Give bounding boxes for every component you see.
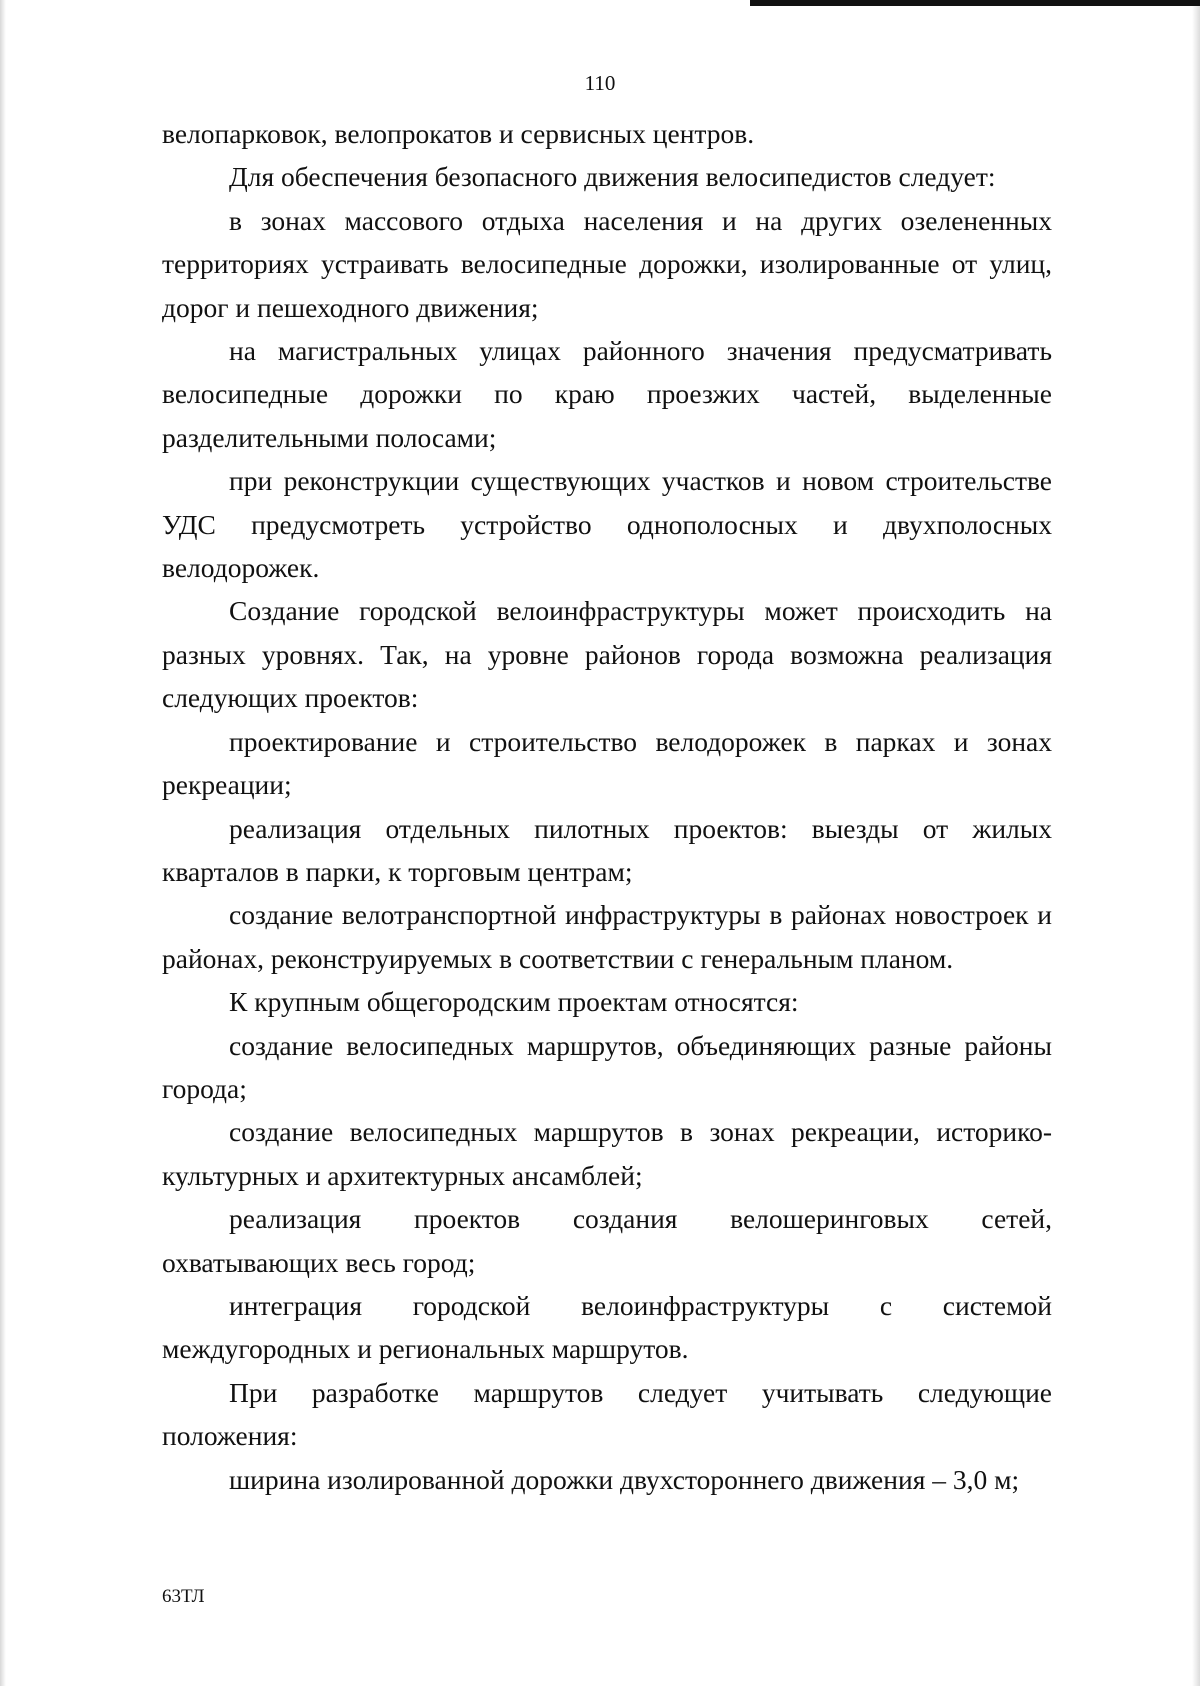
- paragraph: создание велосипедных маршрутов, объединяющих разные районы города;: [162, 1029, 1052, 1104]
- scan-top-rule: [750, 0, 1200, 6]
- body-text: [162, 112, 1052, 1501]
- footer-code: 63ТЛ: [162, 1586, 205, 1607]
- paragraph: на магистральных улицах районного значения предусматривать велосипедные дорожки по краю проезжих частей, выделенные разделительными полосами;: [162, 335, 1052, 453]
- paragraph: в зонах массового отдыха населения и на других озелененных территориях устраивать велосипедные дорожки, изолированные от улиц, дорог и пешеходного движения;: [162, 204, 1052, 323]
- paragraph: проектирование и строительство велодорожек в парках и зонах рекреации;: [162, 725, 1052, 801]
- paragraph: велопарковок, велопрокатов и сервисных центров.: [162, 118, 755, 149]
- paragraph: реализация проектов создания велошеринговых сетей, охватывающих весь город;: [162, 1203, 1052, 1278]
- scan-edge-right: [1192, 0, 1200, 1686]
- paragraph: создание велосипедных маршрутов в зонах рекреации, историко-культурных и архитектурных ансамблей;: [162, 1116, 1052, 1191]
- paragraph: интеграция городской велоинфраструктуры с системой междугородных и региональных маршрутов.: [162, 1289, 1052, 1365]
- page-number: 110: [584, 71, 616, 95]
- scan-edge-left: [0, 0, 6, 1686]
- paragraph: Создание городской велоинфраструктуры может происходить на разных уровнях. Так, на уровне районов города возможна реализация следующих проектов:: [162, 595, 1052, 714]
- paragraph: При разработке маршрутов следует учитывать следующие положения:: [162, 1376, 1052, 1452]
- paragraph: Для обеспечения безопасного движения велосипедистов следует:: [229, 161, 996, 193]
- paragraph: создание велотранспортной инфраструктуры в районах новостроек и районах, реконструируемых в соответствии с генеральным планом.: [162, 899, 1052, 974]
- paragraph: ширина изолированной дорожки двухстороннего движения – 3,0 м;: [229, 1463, 1020, 1495]
- paragraph: реализация отдельных пилотных проектов: выезды от жилых кварталов в парки, к торговым центрам;: [162, 812, 1052, 887]
- paragraph: К крупным общегородским проектам относятся:: [229, 986, 799, 1018]
- paragraph: при реконструкции существующих участков и новом строительстве УДС предусмотреть устройство однополосных и двухполосных велодорожек.: [162, 465, 1052, 584]
